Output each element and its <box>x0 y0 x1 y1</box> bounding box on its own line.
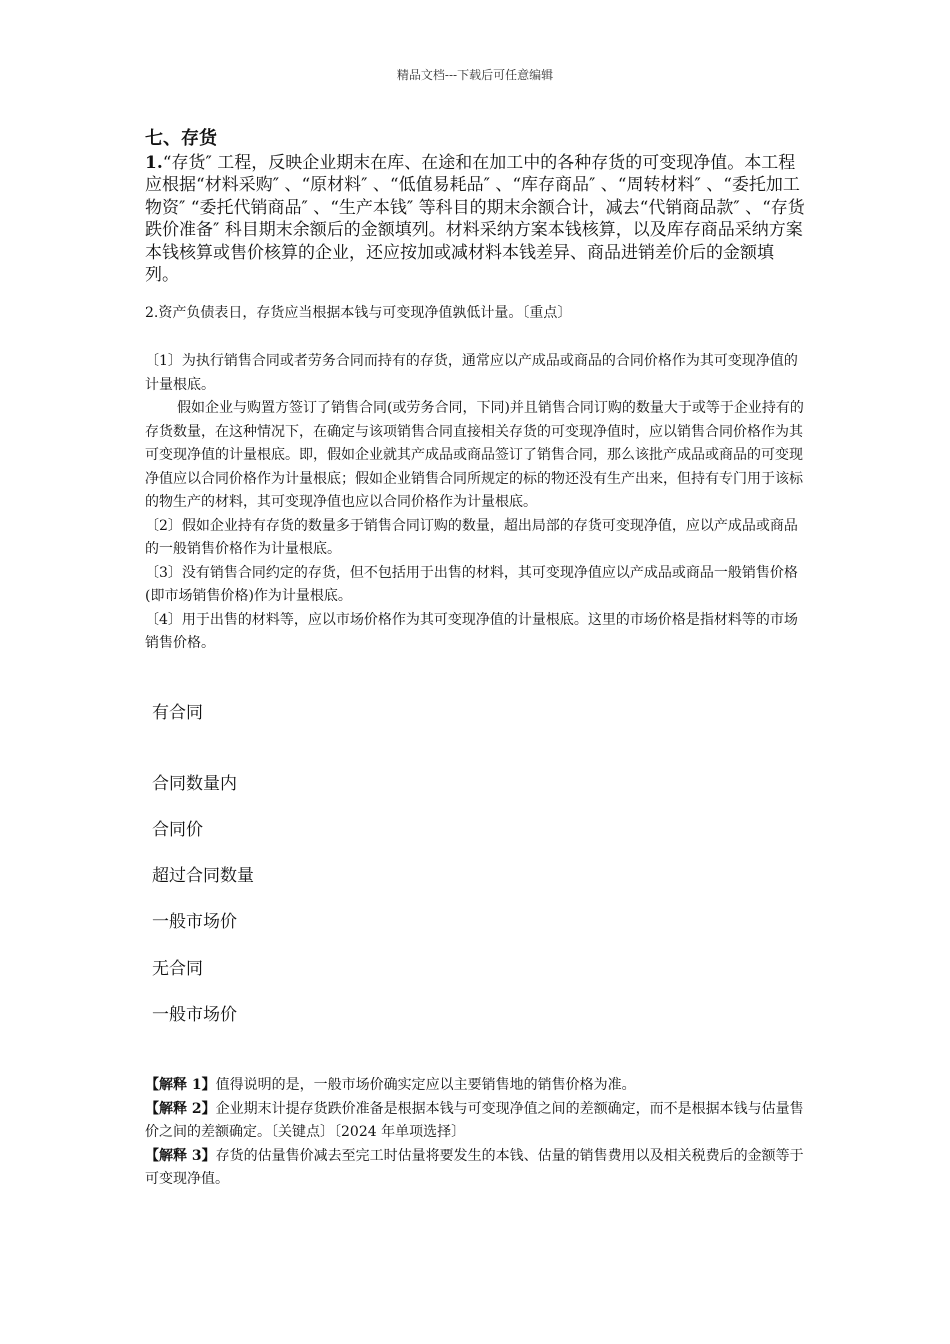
notes-block <box>145 1074 807 1192</box>
diagram-market-price-2: 一般市场价 <box>152 1005 237 1025</box>
paragraph-item-2: 2.资产负债表日，存货应当根据本钱与可变现净值孰低计量。〔重点〕 <box>145 305 572 321</box>
note-1-label: 【解释 1】 <box>145 1077 216 1093</box>
clause-1: 〔1〕为执行销售合同或者劳务合同而持有的存货，通常应以产成品或商品的合同价格作为其可变现净值的计量根底。 <box>145 353 798 393</box>
diagram-market-price-1: 一般市场价 <box>152 912 237 932</box>
note-1 <box>145 1074 807 1098</box>
note-2-label: 【解释 2】 <box>145 1100 216 1117</box>
note-3-text: 存货的估量售价减去至完工时估量将要发生的本钱、估量的销售费用以及相关税费后的金额等于可变现净值。 <box>145 1147 804 1187</box>
note-2 <box>145 1098 807 1145</box>
note-3-label: 【解释 3】 <box>145 1147 216 1164</box>
diagram-over-quantity: 超过合同数量 <box>152 866 254 886</box>
item-1-number: 1. <box>145 153 163 173</box>
diagram-no-contract: 无合同 <box>152 959 203 979</box>
note-3 <box>145 1145 807 1192</box>
note-1-text: 值得说明的是，一般市场价确实定应以主要销售地的销售价格为准。 <box>215 1077 636 1093</box>
clause-2: 〔2〕假如企业持有存货的数量多于销售合同订购的数量，超出局部的存货可变现净值，应以产成品或商品的一般销售价格作为计量根底。 <box>145 517 798 557</box>
page-header: 精品文档---下载后可任意编辑 <box>396 68 554 82</box>
note-2-text: 企业期末计提存货跌价准备是根据本钱与可变现净值之间的差额确定，而不是根据本钱与估量售价之间的差额确定。〔关键点〕〔2024 年单项选择〕 <box>145 1100 804 1140</box>
diagram-within-quantity: 合同数量内 <box>152 774 237 794</box>
clause-3: 〔3〕没有销售合同约定的存货，但不包括用于出售的材料，其可变现净值应以产成品或商品一般销售价格(即市场销售价格)作为计量根底。 <box>145 564 798 604</box>
item-1-text: “存货″ 工程，反映企业期末在库、在途和在加工中的各种存货的可变现净值。本工程应根据“材料采购″ 、“原材料″ 、“低值易耗品″ 、“库存商品″ 、“周转材料″ 、“委托加工物资″ “委托代销商品″ 、“生产本钱″ 等科目的期末余额合计，减去“代销商品款″ 、“存货跌价准备″ 科目期末余额后的金额填列。材料采纳方案本钱核算，以及库存商品采纳方案本钱核算或售价核算的企业，还应按加或减材料本钱差异、商品进销差价后的金额填列。 <box>145 153 805 286</box>
clause-1-detail: 假如企业与购置方签订了销售合同(或劳务合同，下同)并且销售合同订购的数量大于或等于企业持有的存货数量，在这种情况下，在确定与该项销售合同直接相关存货的可变现净值时，应以销售合同价格作为其可变现净值的计量根底。即，假如企业就其产成品或商品签订了销售合同，那么该批产成品或商品的可变现净值应以合同价格作为计量根底；假如企业销售合同所规定的标的物还没有生产出来，但持有专门用于该标的物生产的材料，其可变现净值也应以合同价格作为计量根底。 <box>145 400 804 510</box>
diagram-contract-price: 合同价 <box>152 820 203 840</box>
paragraph-item-1 <box>145 152 807 286</box>
clause-4: 〔4〕用于出售的材料等，应以市场价格作为其可变现净值的计量根底。这里的市场价格是指材料等的市场销售价格。 <box>145 611 798 651</box>
section-title: 七、存货 <box>145 128 217 149</box>
clauses-block <box>145 350 807 656</box>
diagram-has-contract: 有合同 <box>152 703 203 723</box>
